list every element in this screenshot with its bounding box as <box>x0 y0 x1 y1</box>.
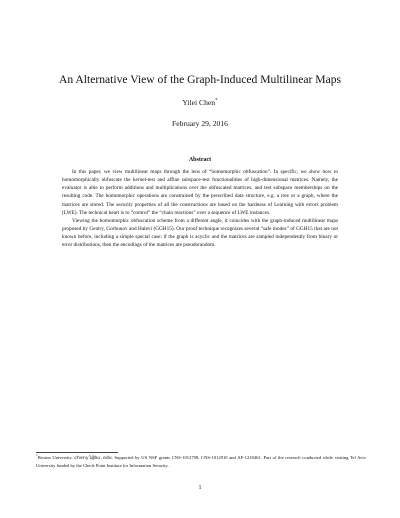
footnote <box>36 454 366 469</box>
footnote-marker: * <box>36 453 38 458</box>
footnote-affiliation: Boston University. <box>37 455 73 460</box>
footnote-divider <box>36 452 118 453</box>
author-line <box>0 98 400 107</box>
author-footnote-marker[interactable]: * <box>215 98 218 104</box>
author-email-link[interactable]: chenyl@bu.edu <box>74 456 112 461</box>
footnote-funding-text: . Supported by US NSF grants CNS-1012798, CNS-1012910 and AF-1218461. Part of the research conducted while visiting Tel Aviv University funded by the Check Point Institute for Information Security . <box>36 455 366 469</box>
author-name: Yilei Chen <box>182 98 216 107</box>
abstract-paragraph: Viewing the homomorphic obfuscation scheme from a different angle, it coincides with the graph-induced multilinear maps proposed by Gentry, Gorbunov and Halevi (GGH15). Our proof technique recognizes several ”safe modes” of GGH15 that are not known before, including a simple special case: if the graph is acyclic and the matrices are sampled independently from binary or error distributions, then the encodings of the matrices are pseudorandom. <box>62 217 338 249</box>
abstract-body <box>62 168 338 250</box>
paper-date: February 29, 2016 <box>172 119 228 128</box>
abstract-heading: Abstract <box>188 157 212 163</box>
paper-title: An Alternative View of the Graph-Induced Multilinear Maps <box>58 73 342 86</box>
page-number: 1 <box>198 485 202 491</box>
abstract-paragraph: In this paper, we view multilinear maps through the lens of “homomorphic obfuscation”. In specific, we show how to homomorphically obfuscate the kernel-test and affine subspace-test functionalities of high-dimensional matrices. Namely, the evaluator is able to perform additions and multiplications over the obfuscated matrices, and test subspace memberships on the resulting code. The homomorphic operations are constrained by the prescribed data structure, e.g. a tree or a graph, where the matrices are stored. The security properties of all the constructions are based on the hardness of Learning with errors problem (LWE). The technical heart is to “control” the “chain reactions” over a sequence of LWE instances. <box>62 169 338 216</box>
